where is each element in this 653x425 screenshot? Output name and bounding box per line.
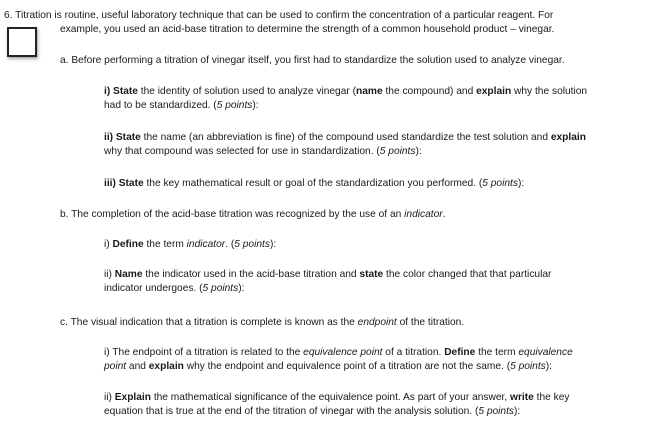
part-c-ii-line-2: equation that is true at the end of the titration of vinegar with the analysis solution. (5 points): [104,406,521,417]
part-c-i-line-1: i) The endpoint of a titration is related to the equivalence point of a titration. Define the term equivalence [104,347,573,358]
part-c-i-line-2: point and explain why the endpoint and equivalence point of a titration are not the same. (5 points): [104,361,553,372]
question-6-line-2: example, you used an acid-base titration to determine the strength of a common household product – vinegar. [60,24,555,35]
part-a-ii-line-2: why that compound was selected for use in standardization. (5 points): [104,146,422,157]
part-c-ii-line-1: ii) Explain the mathematical significance of the equivalence point. As part of your answer, write the key [104,392,570,403]
answer-checkbox[interactable] [7,27,37,57]
part-a-ii-line-1: ii) State the name (an abbreviation is fine) of the compound used standardize the test solution and explain [104,132,586,143]
part-a-intro: a. Before performing a titration of vinegar itself, you first had to standardize the solution used to analyze vinegar. [60,55,565,66]
part-a-iii-line-1: iii) State the key mathematical result or goal of the standardization you performed. (5 points): [104,178,525,189]
part-b-ii-line-1: ii) Name the indicator used in the acid-base titration and state the color changed that that particular [104,269,552,280]
part-a-i-line-1: i) State the identity of solution used to analyze vinegar (name the compound) and explain why the solution [104,86,588,97]
part-a-i-line-2: had to be standardized. (5 points): [104,100,259,111]
part-b-ii-line-2: indicator undergoes. (5 points): [104,283,245,294]
part-b-intro: b. The completion of the acid-base titration was recognized by the use of an indicator. [60,209,446,220]
question-6-line-1: 6. Titration is routine, useful laboratory technique that can be used to confirm the concentration of a particular reagent. For [4,10,554,21]
part-b-i-line-1: i) Define the term indicator. (5 points): [104,239,277,250]
part-c-intro: c. The visual indication that a titration is complete is known as the endpoint of the titration. [60,317,465,328]
